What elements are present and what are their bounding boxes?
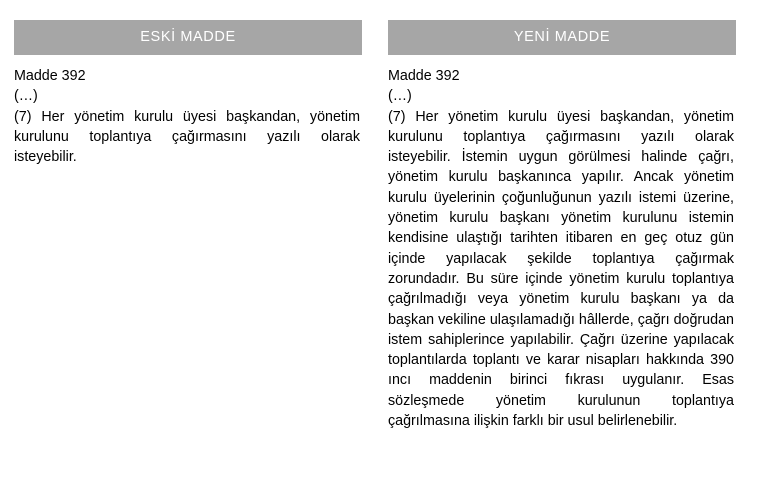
paragraph-clause-7: (7) Her yönetim kurulu üyesi başkandan, yönetim kurulunu toplantıya çağırmasını yazılı olarak isteyebilir. İstemin uygun görülmesi halinde çağrı, yönetim kurulu başkanınca yapılır. Ancak yönetim kurulu üyelerinin çoğunluğunun yazılı istemi üzerine, yönetim kurulu başkanı yönetim kurulunu istemin kendisine ulaştığı tarihten itibaren en geç otuz gün içinde yapılacak şekilde toplantıya çağırmak zorundadır. Bu süre içinde yönetim kurulu toplantıya çağrılmadığı veya yönetim kurulu başkanı ya da başkan vekiline ulaşılamadığı hâllerde, çağrı doğrudan istem sahiplerince yapılabilir. Çağrı üzerine yapılacak toplantılarda toplantı ve karar nisapları hakkında 390 ıncı maddenin birinci fıkrası uygulanır. Esas sözleşmede yönetim kurulunun toplantıya çağrılmasına ilişkin farklı bir usul belirlenebilir. <box>388 108 734 430</box>
column-body-new <box>388 55 736 431</box>
column-new-article <box>388 20 736 431</box>
column-old-article <box>14 20 362 431</box>
paragraph-clause-7: (7) Her yönetim kurulu üyesi başkandan, yönetim kurulunu toplantıya çağırmasını yazılı olarak isteyebilir. <box>14 108 360 166</box>
column-body-old <box>14 55 362 167</box>
column-header-new: YENİ MADDE <box>388 20 736 55</box>
paragraph-article-number: Madde 392 <box>388 68 460 84</box>
paragraph-ellipsis: (…) <box>14 88 38 105</box>
paragraph-ellipsis: (…) <box>388 88 412 105</box>
column-header-old: ESKİ MADDE <box>14 20 362 55</box>
paragraph-article-number: Madde 392 <box>14 68 86 84</box>
